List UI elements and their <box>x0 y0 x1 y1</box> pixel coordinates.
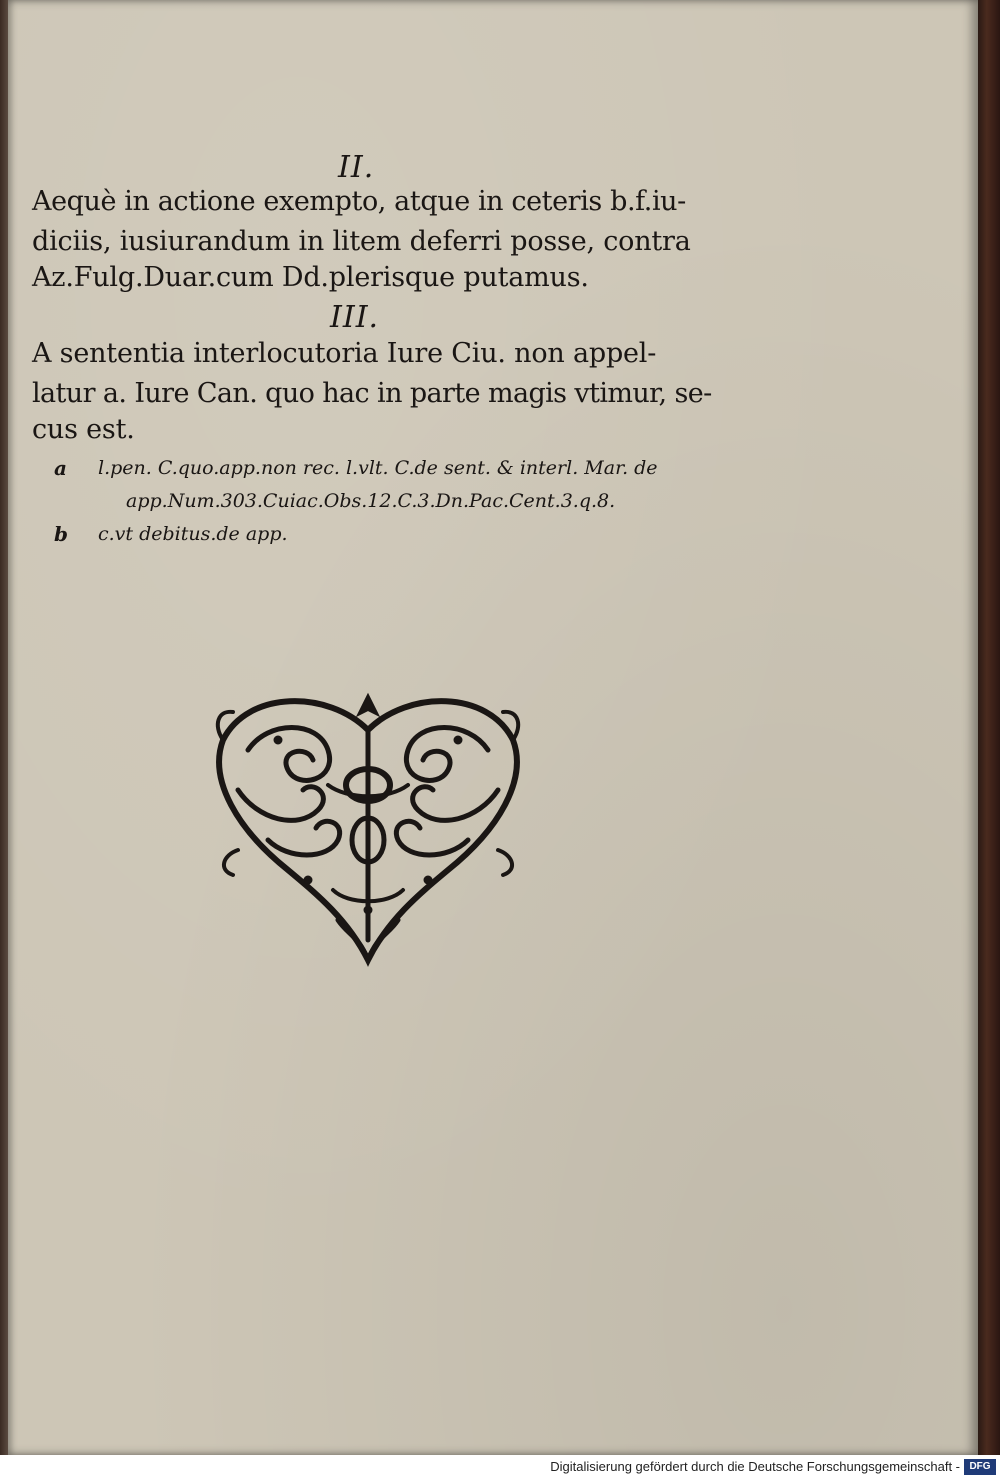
footnote-marker-a: a <box>54 456 67 480</box>
section-number-ii: II. <box>338 150 375 185</box>
book-page <box>8 0 978 1455</box>
dfg-logo: DFG <box>964 1459 996 1475</box>
section-ii-line-2: diciis, iusiurandum in litem deferri posse, contra <box>32 226 691 257</box>
binding-edge <box>0 0 8 1455</box>
footnote-b-line-1: c.vt debitus.de app. <box>98 523 288 545</box>
footnote-a-line-1: l.pen. C.quo.app.non rec. l.vlt. C.de sent. & interl. Mar. de <box>98 457 658 479</box>
section-ii-line-1: Aequè in actione exempto, atque in ceteris b.f.iu- <box>32 186 686 217</box>
section-iii-line-3: cus est. <box>32 414 135 445</box>
book-cover-edge <box>978 0 1000 1455</box>
footnote-a-line-2: app.Num.303.Cuiac.Obs.12.C.3.Dn.Pac.Cent.3.q.8. <box>126 490 616 512</box>
footer-credit-text: Digitalisierung gefördert durch die Deutsche Forschungsgemeinschaft - <box>550 1459 960 1474</box>
section-number-iii: III. <box>330 300 380 335</box>
digitization-footer <box>0 1455 1000 1480</box>
section-iii-line-2: latur a. Iure Can. quo hac in parte magis vtimur, se- <box>32 378 712 409</box>
ornament-vignette <box>208 690 528 980</box>
section-iii-line-1: A sententia interlocutoria Iure Ciu. non appel- <box>32 338 657 369</box>
section-ii-line-3: Az.Fulg.Duar.cum Dd.plerisque putamus. <box>32 262 589 293</box>
footnote-marker-b: b <box>54 522 68 546</box>
